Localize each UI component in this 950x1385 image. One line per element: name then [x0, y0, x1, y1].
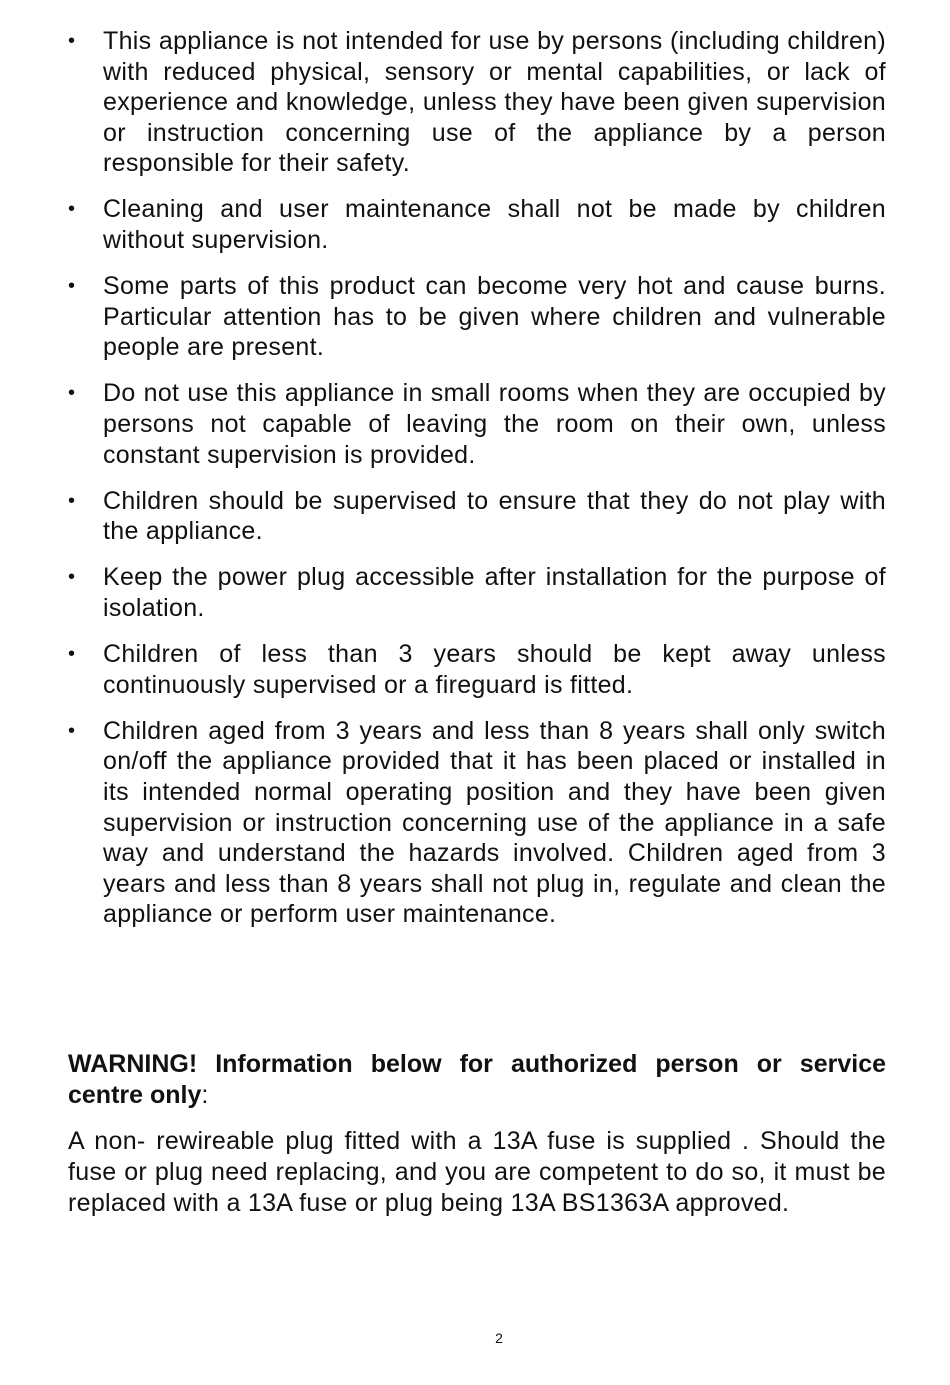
list-item [68, 562, 886, 623]
bullet-icon: • [68, 275, 76, 298]
bullet-text: Do not use this appliance in small rooms when they are occupied by persons not capable of leaving the room on their own, unless constant supervision is provided. [103, 379, 886, 469]
bullet-icon: • [68, 30, 76, 52]
bullet-icon: • [68, 643, 76, 666]
list-item [68, 639, 886, 700]
list-item [68, 194, 886, 255]
warning-heading-text: WARNING! Information below for authorized person or service centre only [68, 1050, 886, 1109]
bullet-icon: • [68, 719, 76, 742]
bullet-icon: • [68, 566, 76, 589]
bullet-icon: • [68, 489, 76, 512]
bullet-text: Children aged from 3 years and less than 8 years shall only switch on/off the appliance provided that it has been placed or installed in its intended normal operating position and they have been given supervision or instruction concerning use of the appliance in a safe way and understand the hazards involved. Children aged from 3 years and less than 8 years shall not plug in, regulate and clean the appliance or perform user maintenance. [103, 716, 886, 929]
bullet-text: This appliance is not intended for use by persons (including children) with reduced physical, sensory or mental capabilities, or lack of experience and knowledge, unless they have been given supervision or instruction concerning use of the appliance by a person responsible for their safety. [103, 27, 886, 178]
bullet-icon: • [68, 382, 76, 405]
list-item [68, 26, 886, 179]
list-item [68, 486, 886, 547]
bullet-text: Children should be supervised to ensure that they do not play with the appliance. [103, 486, 886, 546]
list-item [68, 378, 886, 470]
bullet-text: Some parts of this product can become very hot and cause burns. Particular attention has to be given where children and vulnerable people are present. [103, 272, 886, 362]
page-number: 2 [495, 1330, 503, 1346]
bullet-text: Children of less than 3 years should be kept away unless continuously supervised or a fireguard is fitted. [103, 640, 886, 699]
safety-instructions-list [68, 26, 886, 945]
bullet-icon: • [68, 198, 76, 221]
warning-body: A non- rewireable plug fitted with a 13A fuse is supplied . Should the fuse or plug need replacing, and you are competent to do so, it must be replaced with a 13A fuse or plug being 13A BS1363A approved. [68, 1127, 886, 1217]
warning-heading [68, 1049, 886, 1111]
bullet-text: Keep the power plug accessible after installation for the purpose of isolation. [103, 563, 886, 622]
list-item [68, 716, 886, 930]
bullet-text: Cleaning and user maintenance shall not be made by children without supervision. [103, 195, 886, 255]
list-item [68, 271, 886, 363]
warning-heading-colon: : [201, 1081, 209, 1109]
